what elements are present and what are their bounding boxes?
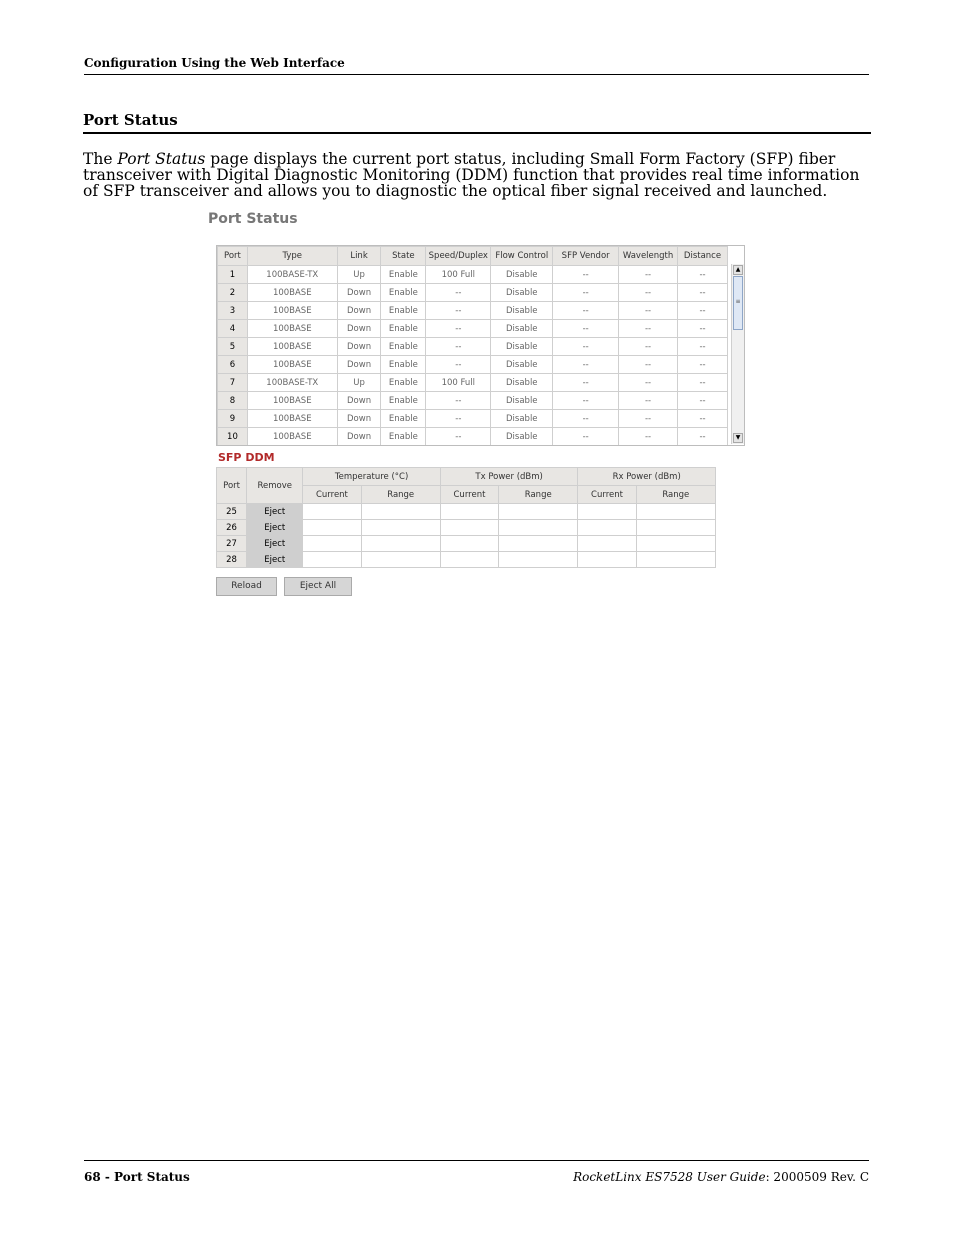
table-row — [218, 410, 728, 428]
ddm-value-cell — [361, 520, 440, 536]
table-cell: -- — [553, 356, 619, 374]
ddm-value-cell — [636, 520, 715, 536]
table-cell: 8 — [218, 392, 248, 410]
table-cell: 9 — [218, 410, 248, 428]
ddm-row — [217, 536, 716, 552]
eject-all-button[interactable]: Eject All — [284, 577, 352, 596]
table-cell: -- — [553, 302, 619, 320]
table-cell: -- — [426, 356, 491, 374]
section-rule — [83, 132, 871, 134]
table-cell: -- — [619, 374, 678, 392]
table-cell: Enable — [381, 338, 426, 356]
table-cell: -- — [619, 356, 678, 374]
ddm-value-cell — [636, 552, 715, 568]
table-cell: -- — [619, 338, 678, 356]
ddm-row — [217, 552, 716, 568]
ddm-table-panel — [216, 467, 716, 568]
footer-rule — [84, 1160, 869, 1161]
port-table-header-link: Link — [337, 247, 381, 266]
eject-button[interactable]: Eject — [247, 504, 303, 520]
scroll-down-arrow-icon[interactable]: ▼ — [733, 433, 743, 443]
footer-product: RocketLinx ES7528 User Guide — [573, 1170, 766, 1184]
table-cell: 7 — [218, 374, 248, 392]
ddm-port-cell: 25 — [217, 504, 247, 520]
table-cell: Down — [337, 392, 381, 410]
table-cell: 100BASE-TX — [247, 374, 337, 392]
table-row — [218, 356, 728, 374]
table-cell: Disable — [491, 320, 553, 338]
ddm-value-cell — [303, 504, 361, 520]
scroll-up-arrow-icon[interactable]: ▲ — [733, 265, 743, 275]
ddm-value-cell — [303, 520, 361, 536]
table-cell: -- — [553, 320, 619, 338]
table-row — [218, 266, 728, 284]
table-cell: 100BASE — [247, 284, 337, 302]
table-cell: 100BASE-TX — [247, 266, 337, 284]
ddm-value-cell — [578, 520, 636, 536]
table-row — [218, 338, 728, 356]
ddm-port-cell: 28 — [217, 552, 247, 568]
table-cell: -- — [426, 284, 491, 302]
ddm-value-cell — [578, 504, 636, 520]
table-cell: -- — [619, 428, 678, 446]
port-table — [217, 246, 728, 446]
table-cell: -- — [678, 338, 728, 356]
table-cell: 1 — [218, 266, 248, 284]
ddm-header-temperature: Temperature (°C) — [303, 468, 441, 486]
ddm-subheader-range: Range — [499, 486, 578, 504]
table-cell: Enable — [381, 320, 426, 338]
table-cell: Enable — [381, 356, 426, 374]
table-cell: 100BASE — [247, 356, 337, 374]
table-cell: -- — [553, 266, 619, 284]
table-cell: -- — [553, 410, 619, 428]
table-cell: Down — [337, 338, 381, 356]
table-cell: Enable — [381, 374, 426, 392]
ddm-value-cell — [636, 504, 715, 520]
table-row — [218, 392, 728, 410]
table-row — [218, 320, 728, 338]
table-cell: Disable — [491, 302, 553, 320]
ddm-subheader-current: Current — [578, 486, 636, 504]
port-table-scrollbar[interactable] — [731, 264, 744, 444]
table-cell: Disable — [491, 410, 553, 428]
ddm-header-tx-power: Tx Power (dBm) — [440, 468, 578, 486]
footer-page-label: 68 - Port Status — [84, 1170, 190, 1184]
ddm-value-cell — [578, 552, 636, 568]
scroll-thumb[interactable]: ≡ — [733, 276, 743, 330]
table-cell: -- — [426, 320, 491, 338]
table-cell: 100 Full — [426, 374, 491, 392]
port-table-header-state: State — [381, 247, 426, 266]
table-cell: Enable — [381, 392, 426, 410]
table-cell: -- — [678, 392, 728, 410]
table-cell: Enable — [381, 410, 426, 428]
table-cell: 10 — [218, 428, 248, 446]
ddm-value-cell — [361, 504, 440, 520]
table-row — [218, 428, 728, 446]
ddm-value-cell — [440, 504, 498, 520]
eject-button[interactable]: Eject — [247, 552, 303, 568]
table-cell: -- — [678, 302, 728, 320]
table-cell: Disable — [491, 266, 553, 284]
reload-button[interactable]: Reload — [216, 577, 277, 596]
ddm-value-cell — [499, 520, 578, 536]
section-title: Port Status — [83, 111, 178, 129]
table-cell: 100 Full — [426, 266, 491, 284]
table-cell: -- — [426, 428, 491, 446]
table-cell: Up — [337, 266, 381, 284]
ddm-value-cell — [499, 552, 578, 568]
ddm-value-cell — [440, 552, 498, 568]
table-cell: 2 — [218, 284, 248, 302]
eject-button[interactable]: Eject — [247, 520, 303, 536]
ddm-subheader-current: Current — [440, 486, 498, 504]
ddm-row — [217, 504, 716, 520]
ddm-value-cell — [303, 536, 361, 552]
table-cell: -- — [619, 284, 678, 302]
port-table-header-sfp-vendor: SFP Vendor — [553, 247, 619, 266]
ddm-value-cell — [303, 552, 361, 568]
ddm-header-remove: Remove — [247, 468, 303, 504]
ddm-value-cell — [499, 536, 578, 552]
ddm-value-cell — [440, 536, 498, 552]
table-cell: -- — [678, 266, 728, 284]
ddm-value-cell — [578, 536, 636, 552]
table-cell: Enable — [381, 266, 426, 284]
ddm-port-cell: 26 — [217, 520, 247, 536]
table-cell: -- — [678, 428, 728, 446]
table-cell: Down — [337, 302, 381, 320]
table-cell: Disable — [491, 428, 553, 446]
table-cell: -- — [426, 392, 491, 410]
table-cell: Enable — [381, 284, 426, 302]
table-cell: 100BASE — [247, 410, 337, 428]
ddm-header-rx-power: Rx Power (dBm) — [578, 468, 716, 486]
ddm-value-cell — [499, 504, 578, 520]
table-cell: 100BASE — [247, 428, 337, 446]
table-row — [218, 374, 728, 392]
table-cell: Down — [337, 284, 381, 302]
table-cell: Up — [337, 374, 381, 392]
table-cell: -- — [553, 284, 619, 302]
table-cell: Down — [337, 428, 381, 446]
table-cell: Disable — [491, 356, 553, 374]
table-cell: 100BASE — [247, 338, 337, 356]
ddm-subheader-current: Current — [303, 486, 361, 504]
table-cell: Disable — [491, 338, 553, 356]
table-cell: -- — [678, 284, 728, 302]
table-row — [218, 284, 728, 302]
intro-emphasis: Port Status — [117, 150, 206, 168]
ddm-port-cell: 27 — [217, 536, 247, 552]
ddm-value-cell — [440, 520, 498, 536]
intro-rest: page displays the current port status, including Small Form Factory (SFP) fiber transceiver with Digital Diagnostic Monitoring (DDM) function that provides real time information of SFP transceiver and allows you to diagnostic the optical fiber signal received and launched. — [83, 150, 860, 200]
table-row — [218, 302, 728, 320]
table-cell: -- — [426, 338, 491, 356]
ddm-row — [217, 520, 716, 536]
table-cell: -- — [619, 302, 678, 320]
ddm-value-cell — [361, 552, 440, 568]
table-cell: -- — [426, 410, 491, 428]
port-table-header-speed-duplex: Speed/Duplex — [426, 247, 491, 266]
table-cell: Disable — [491, 374, 553, 392]
intro-lead: The — [83, 150, 118, 168]
port-table-header-wavelength: Wavelength — [619, 247, 678, 266]
table-cell: -- — [678, 356, 728, 374]
port-table-header-type: Type — [247, 247, 337, 266]
table-cell: -- — [619, 266, 678, 284]
table-cell: 100BASE — [247, 320, 337, 338]
table-cell: -- — [678, 320, 728, 338]
ddm-header-port: Port — [217, 468, 247, 504]
ui-page-title: Port Status — [208, 211, 298, 227]
table-cell: -- — [619, 410, 678, 428]
table-cell: -- — [619, 320, 678, 338]
table-cell: -- — [553, 392, 619, 410]
running-header: Configuration Using the Web Interface — [84, 56, 345, 70]
ddm-value-cell — [636, 536, 715, 552]
port-table-header-flow-control: Flow Control — [491, 247, 553, 266]
table-cell: -- — [553, 428, 619, 446]
footer-revision: : 2000509 Rev. C — [765, 1170, 869, 1184]
table-cell: 100BASE — [247, 302, 337, 320]
table-cell: -- — [678, 374, 728, 392]
ddm-value-cell — [361, 536, 440, 552]
table-cell: Enable — [381, 428, 426, 446]
ddm-subheader-range: Range — [361, 486, 440, 504]
table-cell: Down — [337, 320, 381, 338]
sfp-ddm-title: SFP DDM — [218, 451, 275, 464]
port-table-header-port: Port — [218, 247, 248, 266]
table-cell: Disable — [491, 284, 553, 302]
ddm-subheader-range: Range — [636, 486, 715, 504]
table-cell: Down — [337, 410, 381, 428]
ddm-table — [216, 467, 716, 568]
port-table-header-distance: Distance — [678, 247, 728, 266]
table-cell: 3 — [218, 302, 248, 320]
table-cell: -- — [426, 302, 491, 320]
table-cell: Enable — [381, 302, 426, 320]
table-cell: -- — [619, 392, 678, 410]
table-cell: -- — [553, 338, 619, 356]
table-cell: 100BASE — [247, 392, 337, 410]
footer-document-id — [573, 1170, 869, 1184]
port-table-panel — [216, 245, 745, 446]
header-rule — [84, 74, 869, 75]
table-cell: -- — [553, 374, 619, 392]
table-cell: 4 — [218, 320, 248, 338]
table-cell: Disable — [491, 392, 553, 410]
intro-paragraph — [83, 151, 873, 199]
table-cell: -- — [678, 410, 728, 428]
table-cell: 5 — [218, 338, 248, 356]
table-cell: Down — [337, 356, 381, 374]
table-cell: 6 — [218, 356, 248, 374]
eject-button[interactable]: Eject — [247, 536, 303, 552]
